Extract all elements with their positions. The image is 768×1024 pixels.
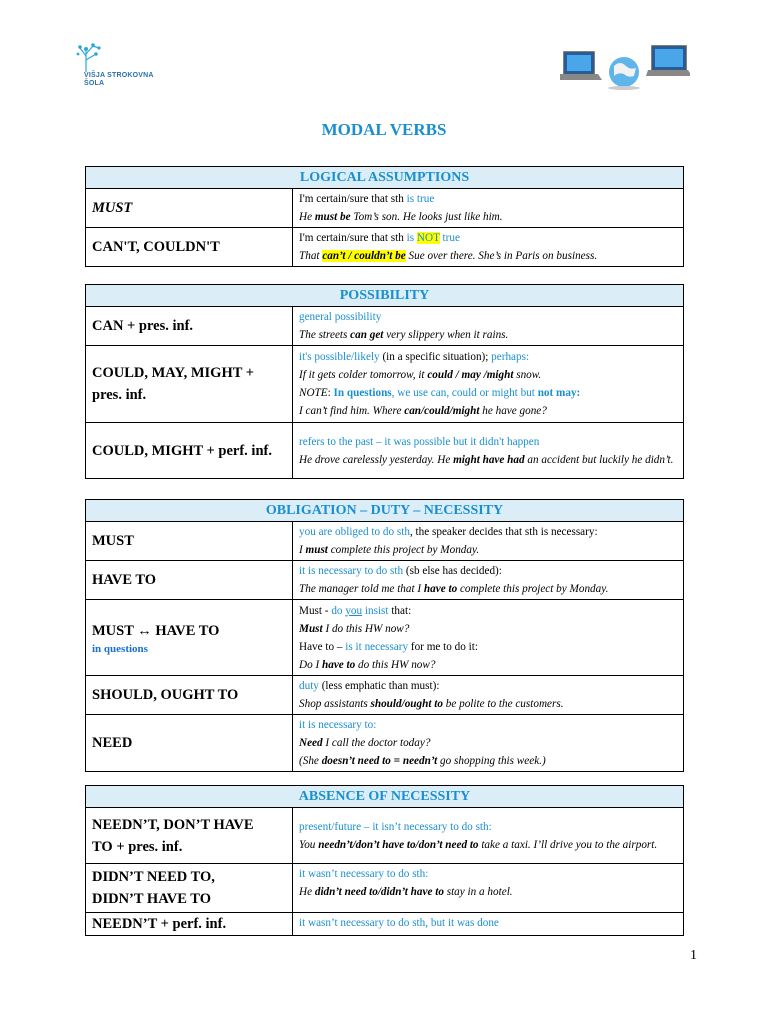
modal-label: NEEDN’T, DON’T HAVE TO + pres. inf. bbox=[86, 808, 293, 864]
absence-of-necessity-table bbox=[85, 785, 684, 936]
explanation-cell: duty (less emphatic than must): Shop assistants should/ought to be polite to the customers. bbox=[293, 676, 684, 715]
explanation-cell: I'm certain/sure that sth is NOT true That can’t / couldn’t be Sue over there. She’s in Paris on business. bbox=[293, 228, 684, 267]
table-row bbox=[86, 808, 684, 864]
possibility-table bbox=[85, 284, 684, 479]
modal-label: COULD, MIGHT + perf. inf. bbox=[86, 423, 293, 479]
table-row bbox=[86, 522, 684, 561]
table-row bbox=[86, 346, 684, 423]
explanation-cell: I'm certain/sure that sth is true He must be Tom’s son. He looks just like him. bbox=[293, 189, 684, 228]
modal-label: DIDN’T NEED TO, DIDN’T HAVE TO bbox=[86, 864, 293, 913]
modal-label: CAN + pres. inf. bbox=[86, 307, 293, 346]
explanation-cell: you are obliged to do sth, the speaker decides that sth is necessary: I must complete this project by Monday. bbox=[293, 522, 684, 561]
explanation-cell: it wasn’t necessary to do sth: He didn’t need to/didn’t have to stay in a hotel. bbox=[293, 864, 684, 913]
explanation-cell: it is necessary to do sth (sb else has decided): The manager told me that I have to complete this project by Monday. bbox=[293, 561, 684, 600]
table-row bbox=[86, 676, 684, 715]
logical-assumptions-table bbox=[85, 166, 684, 267]
table-row bbox=[86, 228, 684, 267]
modal-label: SHOULD, OUGHT TO bbox=[86, 676, 293, 715]
table-row bbox=[86, 864, 684, 913]
modal-label: NEEDN’T + perf. inf. bbox=[86, 913, 293, 936]
modal-label: NEED bbox=[86, 715, 293, 772]
explanation-cell: Must - do you insist that: Must I do this HW now? Have to – is it necessary for me to do it: Do I have to do this HW now? bbox=[293, 600, 684, 676]
table-row bbox=[86, 423, 684, 479]
school-logo bbox=[76, 42, 172, 96]
modal-label: MUST bbox=[86, 522, 293, 561]
table-row bbox=[86, 561, 684, 600]
section-header: ABSENCE OF NECESSITY bbox=[86, 786, 684, 808]
page-title: MODAL VERBS bbox=[321, 120, 447, 139]
table-row bbox=[86, 600, 684, 676]
logo-line-1: VIŠJA STROKOVNA bbox=[84, 72, 154, 79]
modal-label: COULD, MAY, MIGHT + pres. inf. bbox=[86, 346, 293, 423]
in-questions-note: in questions bbox=[92, 642, 148, 655]
obligation-table bbox=[85, 499, 684, 772]
table-row bbox=[86, 715, 684, 772]
explanation-cell: general possibility The streets can get very slippery when it rains. bbox=[293, 307, 684, 346]
table-row bbox=[86, 913, 684, 936]
section-header: POSSIBILITY bbox=[86, 285, 684, 307]
explanation-cell: refers to the past – it was possible but it didn't happen He drove carelessly yesterday. He might have had an accident but luckily he didn’t. bbox=[293, 423, 684, 479]
explanation-cell: present/future – it isn’t necessary to do sth: You needn’t/don’t have to/don’t need to take a taxi. I’ll drive you to the airport. bbox=[293, 808, 684, 864]
modal-label: MUST bbox=[86, 189, 293, 228]
modal-label: HAVE TO bbox=[86, 561, 293, 600]
section-header: LOGICAL ASSUMPTIONS bbox=[86, 167, 684, 189]
table-row bbox=[86, 307, 684, 346]
laptops-globe-image bbox=[560, 44, 690, 90]
logo-line-2: ŠOLA bbox=[84, 80, 105, 87]
section-header: OBLIGATION – DUTY – NECESSITY bbox=[86, 500, 684, 522]
explanation-cell: it wasn’t necessary to do sth, but it was done bbox=[293, 913, 684, 936]
tree-icon bbox=[76, 42, 136, 74]
modal-label: MUST ↔ HAVE TO in questions bbox=[86, 600, 293, 676]
explanation-cell: it is necessary to: Need I call the doctor today? (She doesn’t need to = needn’t go shopping this week.) bbox=[293, 715, 684, 772]
modal-label: CAN'T, COULDN'T bbox=[86, 228, 293, 267]
page-number: 1 bbox=[690, 948, 697, 963]
explanation-cell: it's possible/likely (in a specific situation); perhaps: If it gets colder tomorrow, it could / may /might snow. NOTE: In questions, we use can, could or might but not may: I can’t find him. Where can/could/might he have gone? bbox=[293, 346, 684, 423]
table-row bbox=[86, 189, 684, 228]
